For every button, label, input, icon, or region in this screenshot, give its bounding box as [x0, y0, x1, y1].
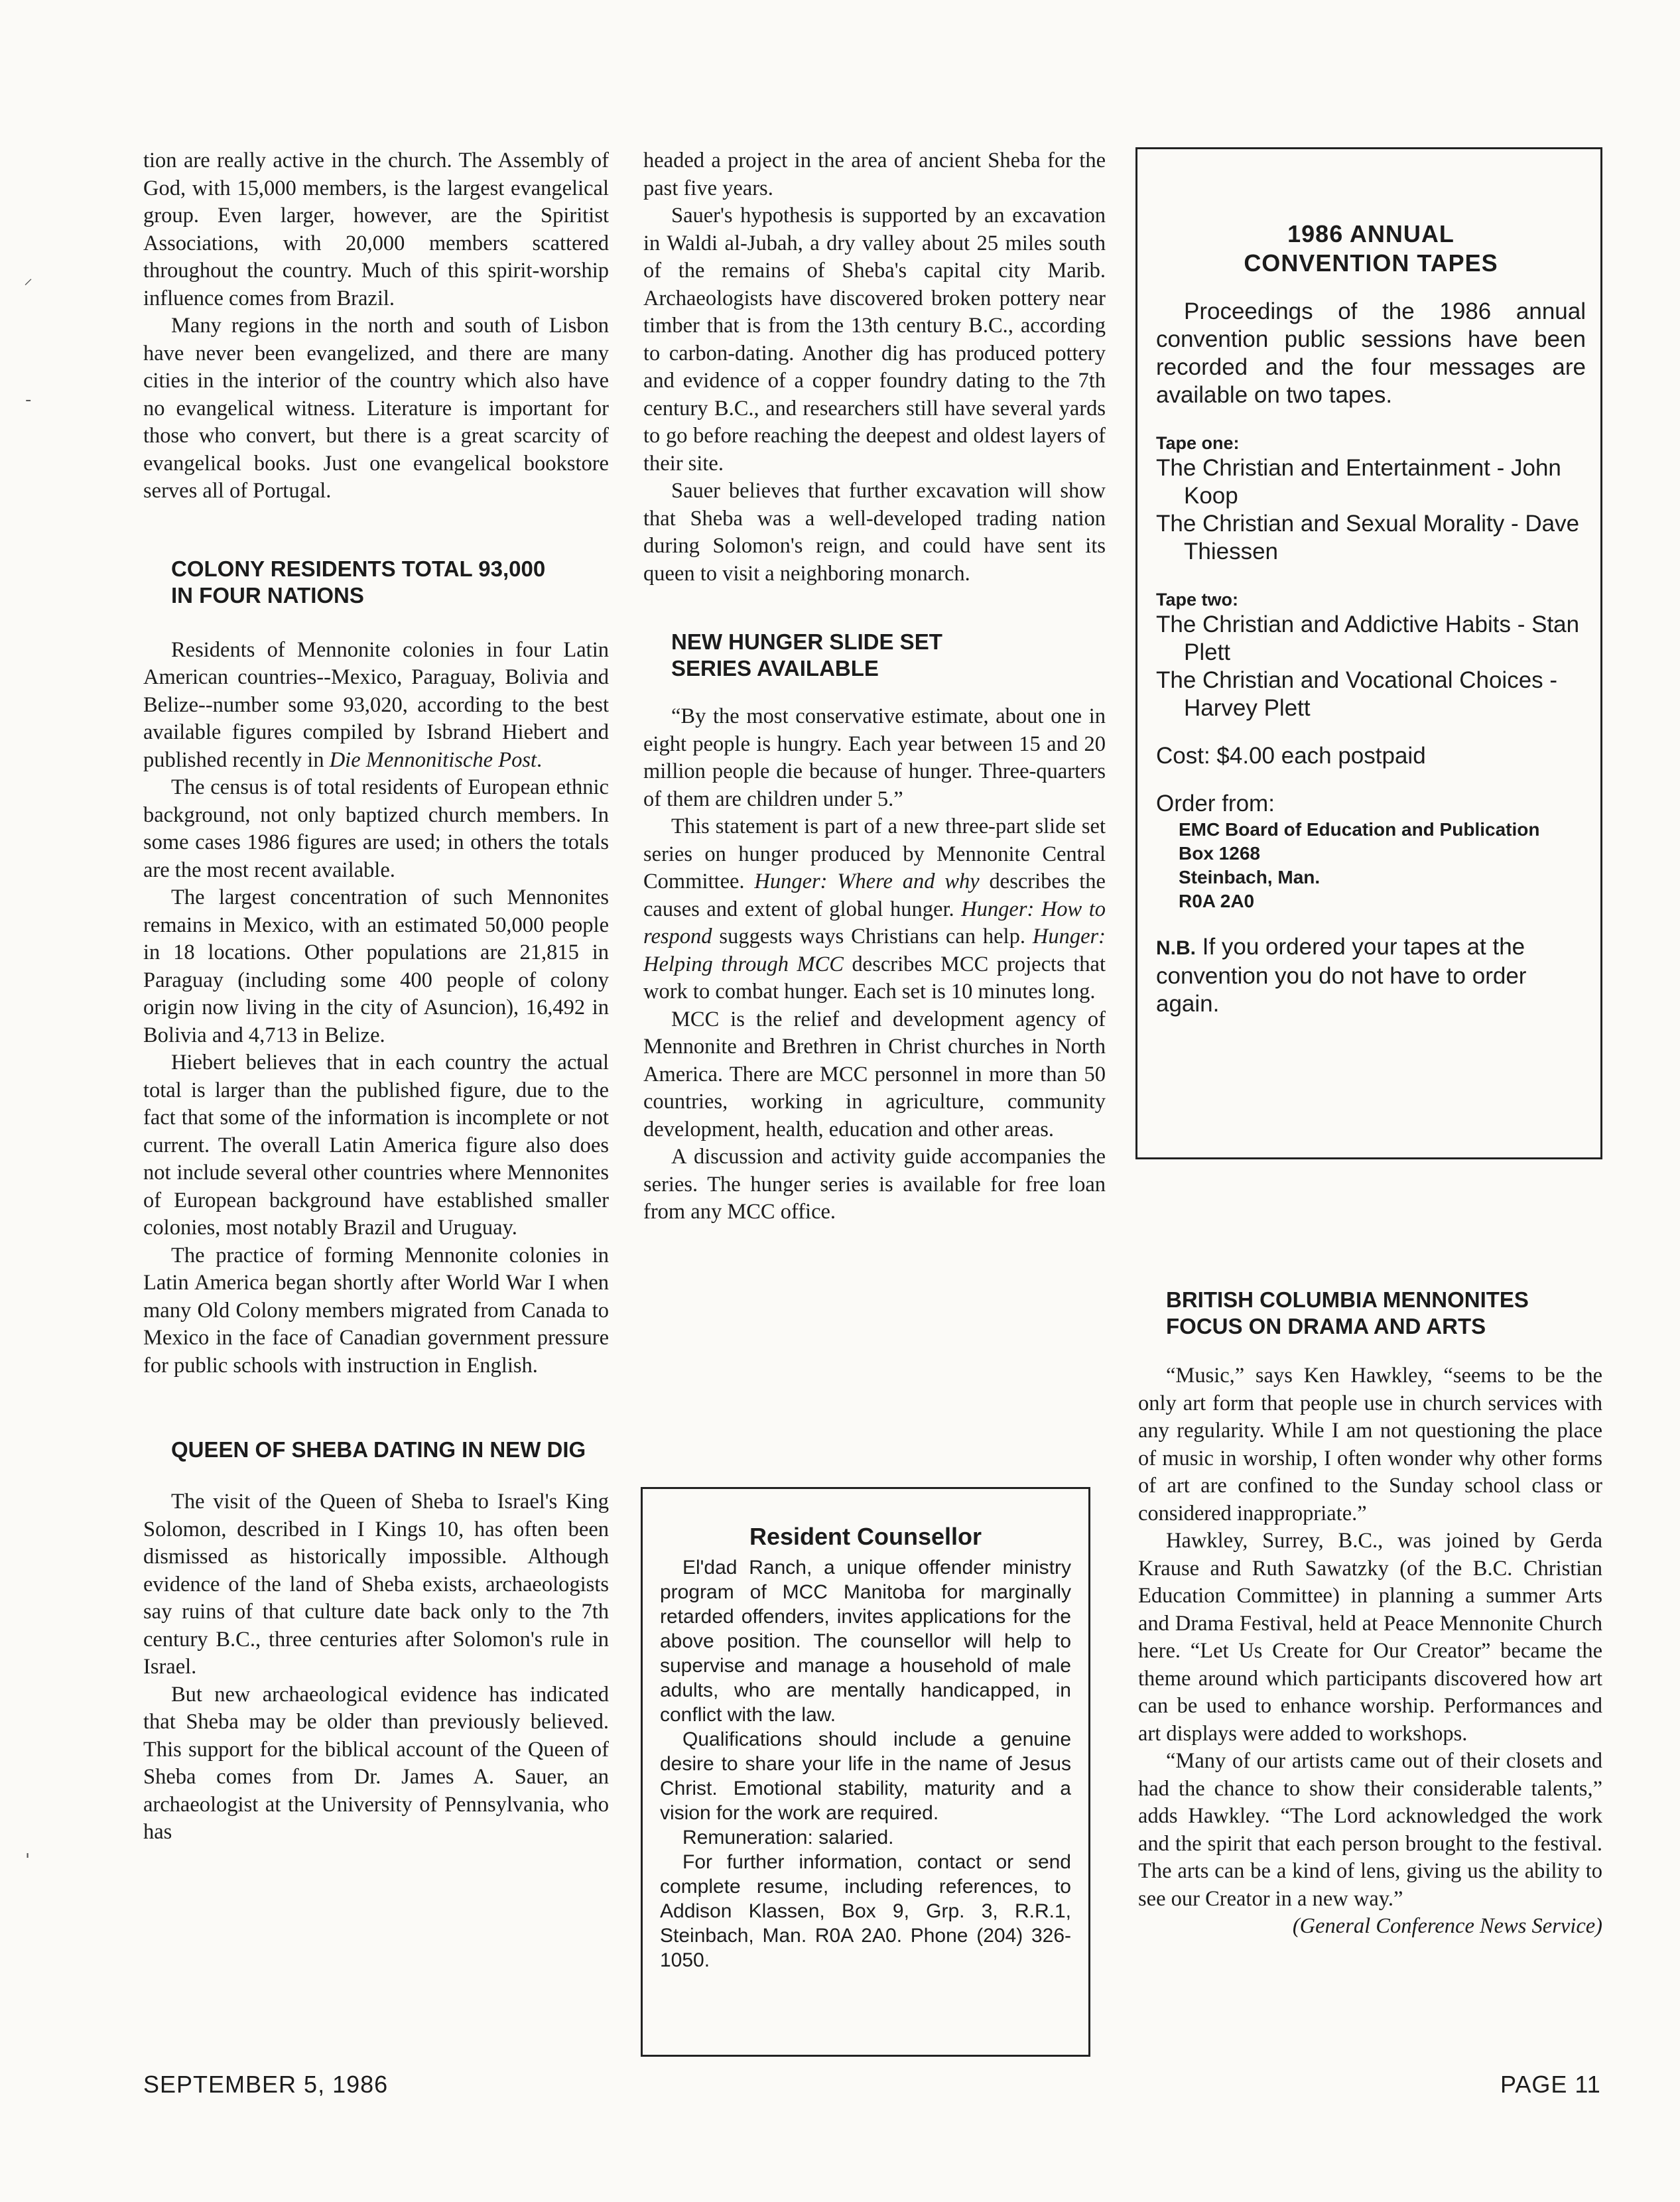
colony-paragraph-4: Hiebert believes that in each country the actual total is larger than the published figure, due to the fact that some of the information is incomplete or not current. The overall Latin America figure also does not include several other countries where Mennonites of European background have established smaller colonies, most notably Brazil and Uruguay.: [143, 1051, 609, 1240]
counsellor-paragraph-1: El'dad Ranch, a unique offender ministry program of MCC Manitoba for marginally retarded offenders, invites applications for the above position. The counsellor will help to supervise and manage a household of male adults, who are mentally handicapped, in conflict with the law.: [660, 1557, 1071, 1726]
column-1: [143, 147, 609, 1846]
colony-paragraph-5: The practice of forming Mennonite colonies in Latin America began shortly after World War I when many Old Colony members migrated from Canada to Mexico in the face of Canadian government pressure for public schools with instruction in English.: [143, 1243, 609, 1378]
hunger-paragraph-3: MCC is the relief and development agency of Mennonite and Brethren in Christ churches in North America. There are MCC personnel in more than 50 countries, working in agriculture, community development, health, education and other areas.: [643, 1007, 1106, 1141]
tape-two-label: Tape two:: [1156, 590, 1238, 610]
bc-paragraph-3: “Many of our artists came out of their closets and had the chance to show their considerable talents,” adds Hawkley. “The Lord acknowledged the work and the spirit that each person brought to the festival. The arts can be a kind of lens, giving us the ability to see our Creator in a new way.”: [1138, 1749, 1602, 1911]
sheba-paragraph-2: But new archaeological evidence has indicated that Sheba may be older than previously believed. This support for the biblical account of the Queen of Sheba comes from Dr. James A. Sauer, an archaeologist at the University of Pennsylvania, who has: [143, 1682, 609, 1844]
tape-one-label: Tape one:: [1156, 433, 1240, 453]
publication-title: Die Mennonitische Post: [329, 747, 537, 772]
colony-headline-line-2: IN FOUR NATIONS: [171, 582, 364, 608]
colony-paragraph-2: The census is of total residents of European ethnic background, not only baptized church members. In some cases 1986 figures are used; in others the totals are the most recent available.: [143, 775, 609, 882]
tapes-intro: Proceedings of the 1986 annual convention public sessions have been recorded and the four messages are available on two tapes.: [1156, 298, 1586, 408]
sheba-paragraph-5: Sauer believes that further excavation will show that Sheba was a well-developed trading nation during Solomon's reign, and could have sent its queen to visit a neighboring monarch.: [643, 479, 1106, 586]
bc-source: (General Conference News Service): [1292, 1914, 1602, 1938]
margin-mark-2: ‐: [25, 390, 32, 410]
bc-headline-line-2: FOCUS ON DRAMA AND ARTS: [1166, 1314, 1486, 1338]
tape-one-item-1: The Christian and Entertainment - John Koop: [1156, 455, 1561, 509]
tapes-title: 1986 ANNUAL CONVENTION TAPES: [1244, 220, 1498, 277]
counsellor-paragraph-3: Remuneration: salaried.: [682, 1827, 894, 1848]
order-address-line-2: Box 1268: [1179, 843, 1260, 864]
bc-paragraph-2: Hawkley, Surrey, B.C., was joined by Gerda Krause and Ruth Sawatzky (of the B.C. Christian Education Committee) in planning a summer Arts and Drama Festival, held at Peace Mennonite Church here. “Let Us Create for Our Creator” became the theme around which participants discovered how art can be used to enhance worship. Performances and art displays were added to workshops.: [1138, 1529, 1602, 1746]
hunger-paragraph-1: “By the most conservative estimate, about one in eight people is hungry. Each year between 15 and 20 million people die because of hunger. Three-quarters of them are children under 5.”: [643, 704, 1106, 811]
tapes-order-from: Order from:: [1156, 791, 1275, 816]
portugal-paragraph-1: tion are really active in the church. The Assembly of God, with 15,000 members, is the largest evangelical group. Even larger, however, are the Spiritist Associations, with 20,000 members scattered throughout the country. Much of this spirit-worship influence comes from Brazil.: [143, 149, 609, 310]
portugal-paragraph-2: Many regions in the north and south of Lisbon have never been evangelized, and there are many cities in the interior of the country which also have no evangelical witness. Literature is important for those who convert, but there is a great scarcity of evangelical books. Just one evangelical bookstore serves all of Portugal.: [143, 314, 609, 503]
counsellor-paragraph-4: For further information, contact or send complete resume, including references, to Addison Klassen, Box 9, Grp. 3, R.R.1, Steinbach, Man. R0A 2A0. Phone (204) 326-1050.: [660, 1851, 1071, 1971]
bc-paragraph-1: “Music,” says Ken Hawkley, “seems to be the only art form that people use in church services with any regularity. While I am not questioning the place of music in worship, I often wonder why other forms of art are confined to the Sunday school class or considered inappropriate.”: [1138, 1364, 1602, 1525]
sheba-paragraph-4: Sauer's hypothesis is supported by an excavation in Waldi al-Jubah, a dry valley about 25 miles south of the remains of Sheba's capital city Marib. Archaeologists have discovered broken pottery near timber that is from the 13th century B.C., according to carbon-dating. Another dig has produced pottery and evidence of a copper foundry dating to the 7th century B.C., and researchers still have several yards to go before reaching the deepest and oldest layers of their site.: [643, 204, 1106, 476]
order-address-line-1: EMC Board of Education and Publication: [1179, 819, 1540, 840]
tapes-ad-box: [1135, 147, 1602, 1159]
column-2: [643, 147, 1106, 1226]
hunger-headline-line-1: NEW HUNGER SLIDE SET: [671, 629, 942, 654]
bc-headline-line-1: BRITISH COLUMBIA MENNONITES: [1166, 1287, 1529, 1312]
counsellor-ad-box: [641, 1487, 1090, 2057]
tapes-cost: Cost: $4.00 each postpaid: [1156, 743, 1426, 769]
colony-headline-line-1: COLONY RESIDENTS TOTAL 93,000: [171, 556, 546, 581]
footer-page-number: PAGE 11: [1500, 2071, 1601, 2098]
sheba-paragraph-1: The visit of the Queen of Sheba to Israel's King Solomon, described in I Kings 10, has often been dismissed as historically impossible. Although evidence of the land of Sheba exists, archaeologists say ruins of that culture date back only to the 7th century B.C., three centuries after Solomon's rule in Israel.: [143, 1490, 609, 1679]
tapes-note: N.B. If you ordered your tapes at the convention you do not have to order again.: [1156, 934, 1527, 1017]
hunger-paragraph-2: This statement is part of a new three-part slide set series on hunger produced by Mennonite Central Committee. Hunger: Where and why describes the causes and extent of global hunger. Hunger: How to respond suggests ways Christians can help. Hunger: Helping through MCC describes MCC projects that work to combat hunger. Each set is 10 minutes long.: [643, 814, 1106, 1004]
column-3: [1138, 1287, 1602, 1941]
tape-two-item-2: The Christian and Vocational Choices - Harvey Plett: [1156, 667, 1558, 721]
counsellor-title: Resident Counsellor: [749, 1523, 982, 1550]
hunger-paragraph-4: A discussion and activity guide accompanies the series. The hunger series is available for free loan from any MCC office.: [643, 1145, 1106, 1224]
margin-mark-3: ': [25, 1850, 31, 1870]
tape-one-item-2: The Christian and Sexual Morality - Dave Thiessen: [1156, 511, 1580, 564]
sheba-headline: QUEEN OF SHEBA DATING IN NEW DIG: [171, 1437, 586, 1462]
tape-two-item-1: The Christian and Addictive Habits - Stan Plett: [1156, 612, 1580, 665]
sheba-paragraph-3: headed a project in the area of ancient Sheba for the past five years.: [643, 149, 1106, 200]
margin-mark-1: ⸝: [24, 269, 33, 289]
colony-paragraph-1: Residents of Mennonite colonies in four Latin American countries--Mexico, Paraguay, Bolivia and Belize--number some 93,020, according to the best available figures compiled by Isbrand Hiebert and published recently in Die Mennonitische Post.: [143, 637, 609, 772]
order-address-line-4: R0A 2A0: [1179, 891, 1255, 911]
order-address-line-3: Steinbach, Man.: [1179, 867, 1321, 887]
counsellor-paragraph-2: Qualifications should include a genuine desire to share your life in the name of Jesus Christ. Emotional stability, maturity and a vision for the work are required.: [660, 1728, 1071, 1824]
colony-paragraph-3: The largest concentration of such Mennonites remains in Mexico, with an estimated 50,000 people in 18 locations. Other populations are 21,815 in Paraguay (including some 400 people of colony origin now living in the city of Asuncion), 16,492 in Bolivia and 4,713 in Belize.: [143, 885, 609, 1047]
footer-date: SEPTEMBER 5, 1986: [143, 2071, 389, 2098]
hunger-headline-line-2: SERIES AVAILABLE: [671, 656, 879, 680]
